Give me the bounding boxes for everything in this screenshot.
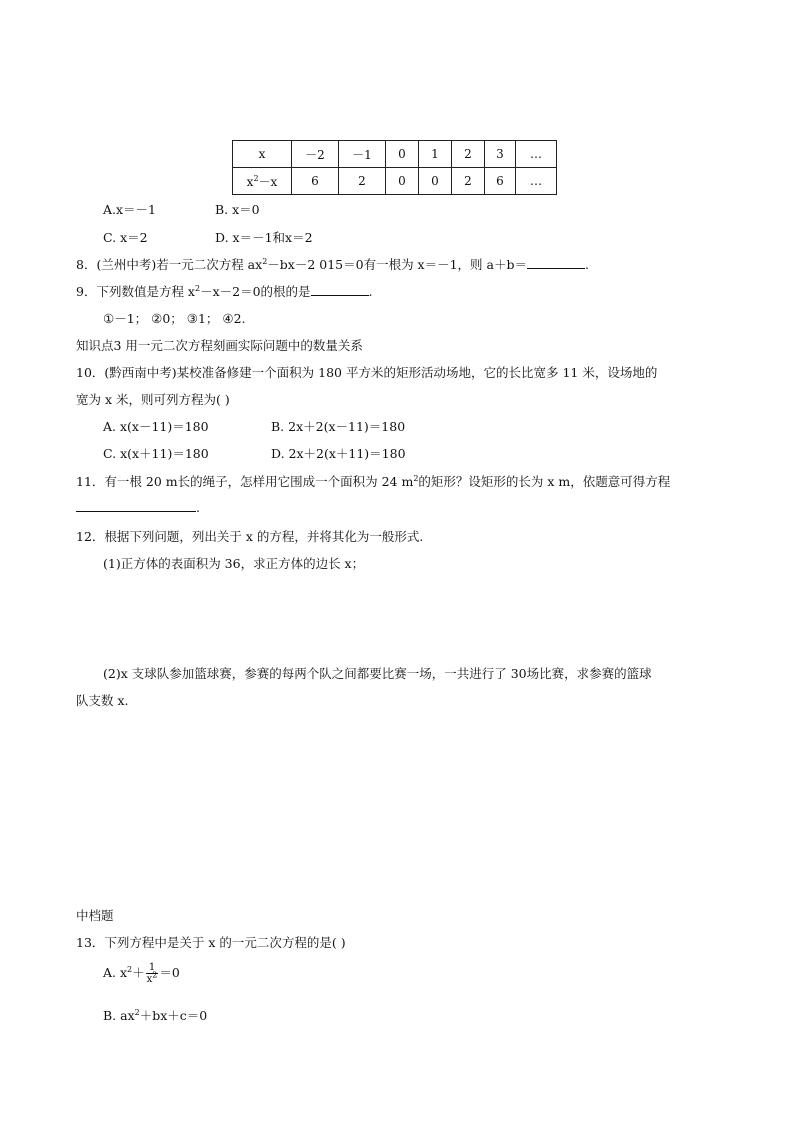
answer-blank	[527, 256, 585, 269]
text: B. ax	[103, 1008, 135, 1023]
table-cell: 3	[485, 141, 516, 168]
table-cell: 6	[485, 168, 516, 195]
table-cell: 0	[386, 168, 419, 195]
answer-blank	[311, 283, 369, 296]
exponent: 2	[127, 964, 133, 974]
table-row	[233, 141, 557, 168]
answer-blank	[76, 499, 196, 512]
q7-option-b: B. x＝0	[215, 202, 260, 217]
fraction	[146, 962, 159, 985]
question-12-part-2-line2: 队支数 x.	[76, 693, 129, 708]
fraction-denominator	[146, 970, 159, 985]
table-cell: 1	[419, 141, 452, 168]
text: ＝0	[159, 965, 180, 980]
exponent: 2	[413, 473, 419, 483]
table-cell: …	[516, 141, 557, 168]
q13-option-b	[103, 1006, 207, 1024]
question-12-part-1: (1)正方体的表面积为 36，求正方体的边长 x；	[103, 556, 365, 571]
table-row-header	[233, 168, 292, 195]
text: .	[368, 284, 373, 299]
table-cell: 0	[386, 141, 419, 168]
question-8	[76, 255, 589, 273]
q7-option-c: C. x＝2	[103, 230, 148, 245]
text: 8．(兰州中考)若一元二次方程 ax	[76, 257, 263, 272]
text: A. x	[103, 965, 128, 980]
question-12-part-2-line1: (2)x 支球队参加篮球赛，参赛的每两个队之间都要比赛一场，一共进行了 30场比赛，求参赛的篮球	[103, 666, 652, 681]
q13-option-a	[103, 962, 180, 985]
exponent: 2	[194, 283, 201, 293]
table-cell: 2	[339, 168, 386, 195]
q7-option-a: A.x＝－1	[103, 202, 157, 217]
text: －bx－2 015＝0有一根为 x＝－1，则 a＋b＝	[267, 257, 527, 272]
text: 11．有一根 20 m长的绳子，怎样用它围成一个面积为 24 m	[76, 474, 414, 489]
table-cell: 2	[452, 141, 485, 168]
table-cell: 0	[419, 168, 452, 195]
q10-option-b: B. 2x＋2(x－11)＝180	[271, 419, 406, 434]
table-row	[233, 168, 557, 195]
text: .	[196, 500, 200, 515]
table-cell: 6	[292, 168, 339, 195]
q10-option-c: C. x(x＋11)＝180	[103, 446, 209, 461]
table-cell: …	[516, 168, 557, 195]
table-cell: 2	[452, 168, 485, 195]
q10-option-a: A. x(x－11)＝180	[103, 419, 209, 434]
question-12-stem: 12．根据下列问题，列出关于 x 的方程，并将其化为一般形式.	[76, 529, 424, 544]
exponent: 2	[152, 970, 158, 980]
values-table	[232, 140, 557, 195]
text: ＋	[132, 965, 145, 980]
q10-option-d: D. 2x＋2(x＋11)＝180	[271, 446, 406, 461]
section-heading: 知识点3 用一元二次方程刻画实际问题中的数量关系	[76, 338, 363, 353]
question-11-answer-line	[76, 499, 200, 515]
text: ＋bx＋c＝0	[139, 1008, 208, 1023]
exponent: 2	[253, 173, 259, 183]
text: －x－2＝0的根的是	[200, 284, 311, 299]
question-9	[76, 282, 373, 300]
question-9-choices: ①－1； ②0； ③1； ④2.	[103, 311, 246, 326]
question-13-stem: 13．下列方程中是关于 x 的一元二次方程的是( )	[76, 935, 346, 950]
fraction-numerator: 1	[146, 962, 159, 974]
q7-option-d: D. x＝－1和x＝2	[215, 230, 313, 245]
question-10-line2: 宽为 x 米，则可列方程为( )	[76, 392, 230, 407]
text: 的矩形？设矩形的长为 x m，依题意可得方程	[418, 474, 671, 489]
table-cell: －2	[292, 141, 339, 168]
table-cell: －1	[339, 141, 386, 168]
exponent: 2	[134, 1007, 140, 1017]
text: －x	[258, 174, 278, 189]
table-cell: x	[233, 141, 292, 168]
exponent: 2	[262, 256, 268, 266]
text: 9．下列数值是方程 x	[76, 284, 195, 299]
text: x	[246, 174, 254, 189]
question-10-line1: 10．(黔西南中考)某校准备修建一个面积为 180 平方米的矩形活动场地，它的长比宽多 11 米，设场地的	[76, 365, 658, 380]
text: .	[584, 257, 589, 272]
difficulty-heading: 中档题	[76, 908, 114, 923]
question-11	[76, 472, 670, 490]
text: x	[146, 974, 153, 985]
